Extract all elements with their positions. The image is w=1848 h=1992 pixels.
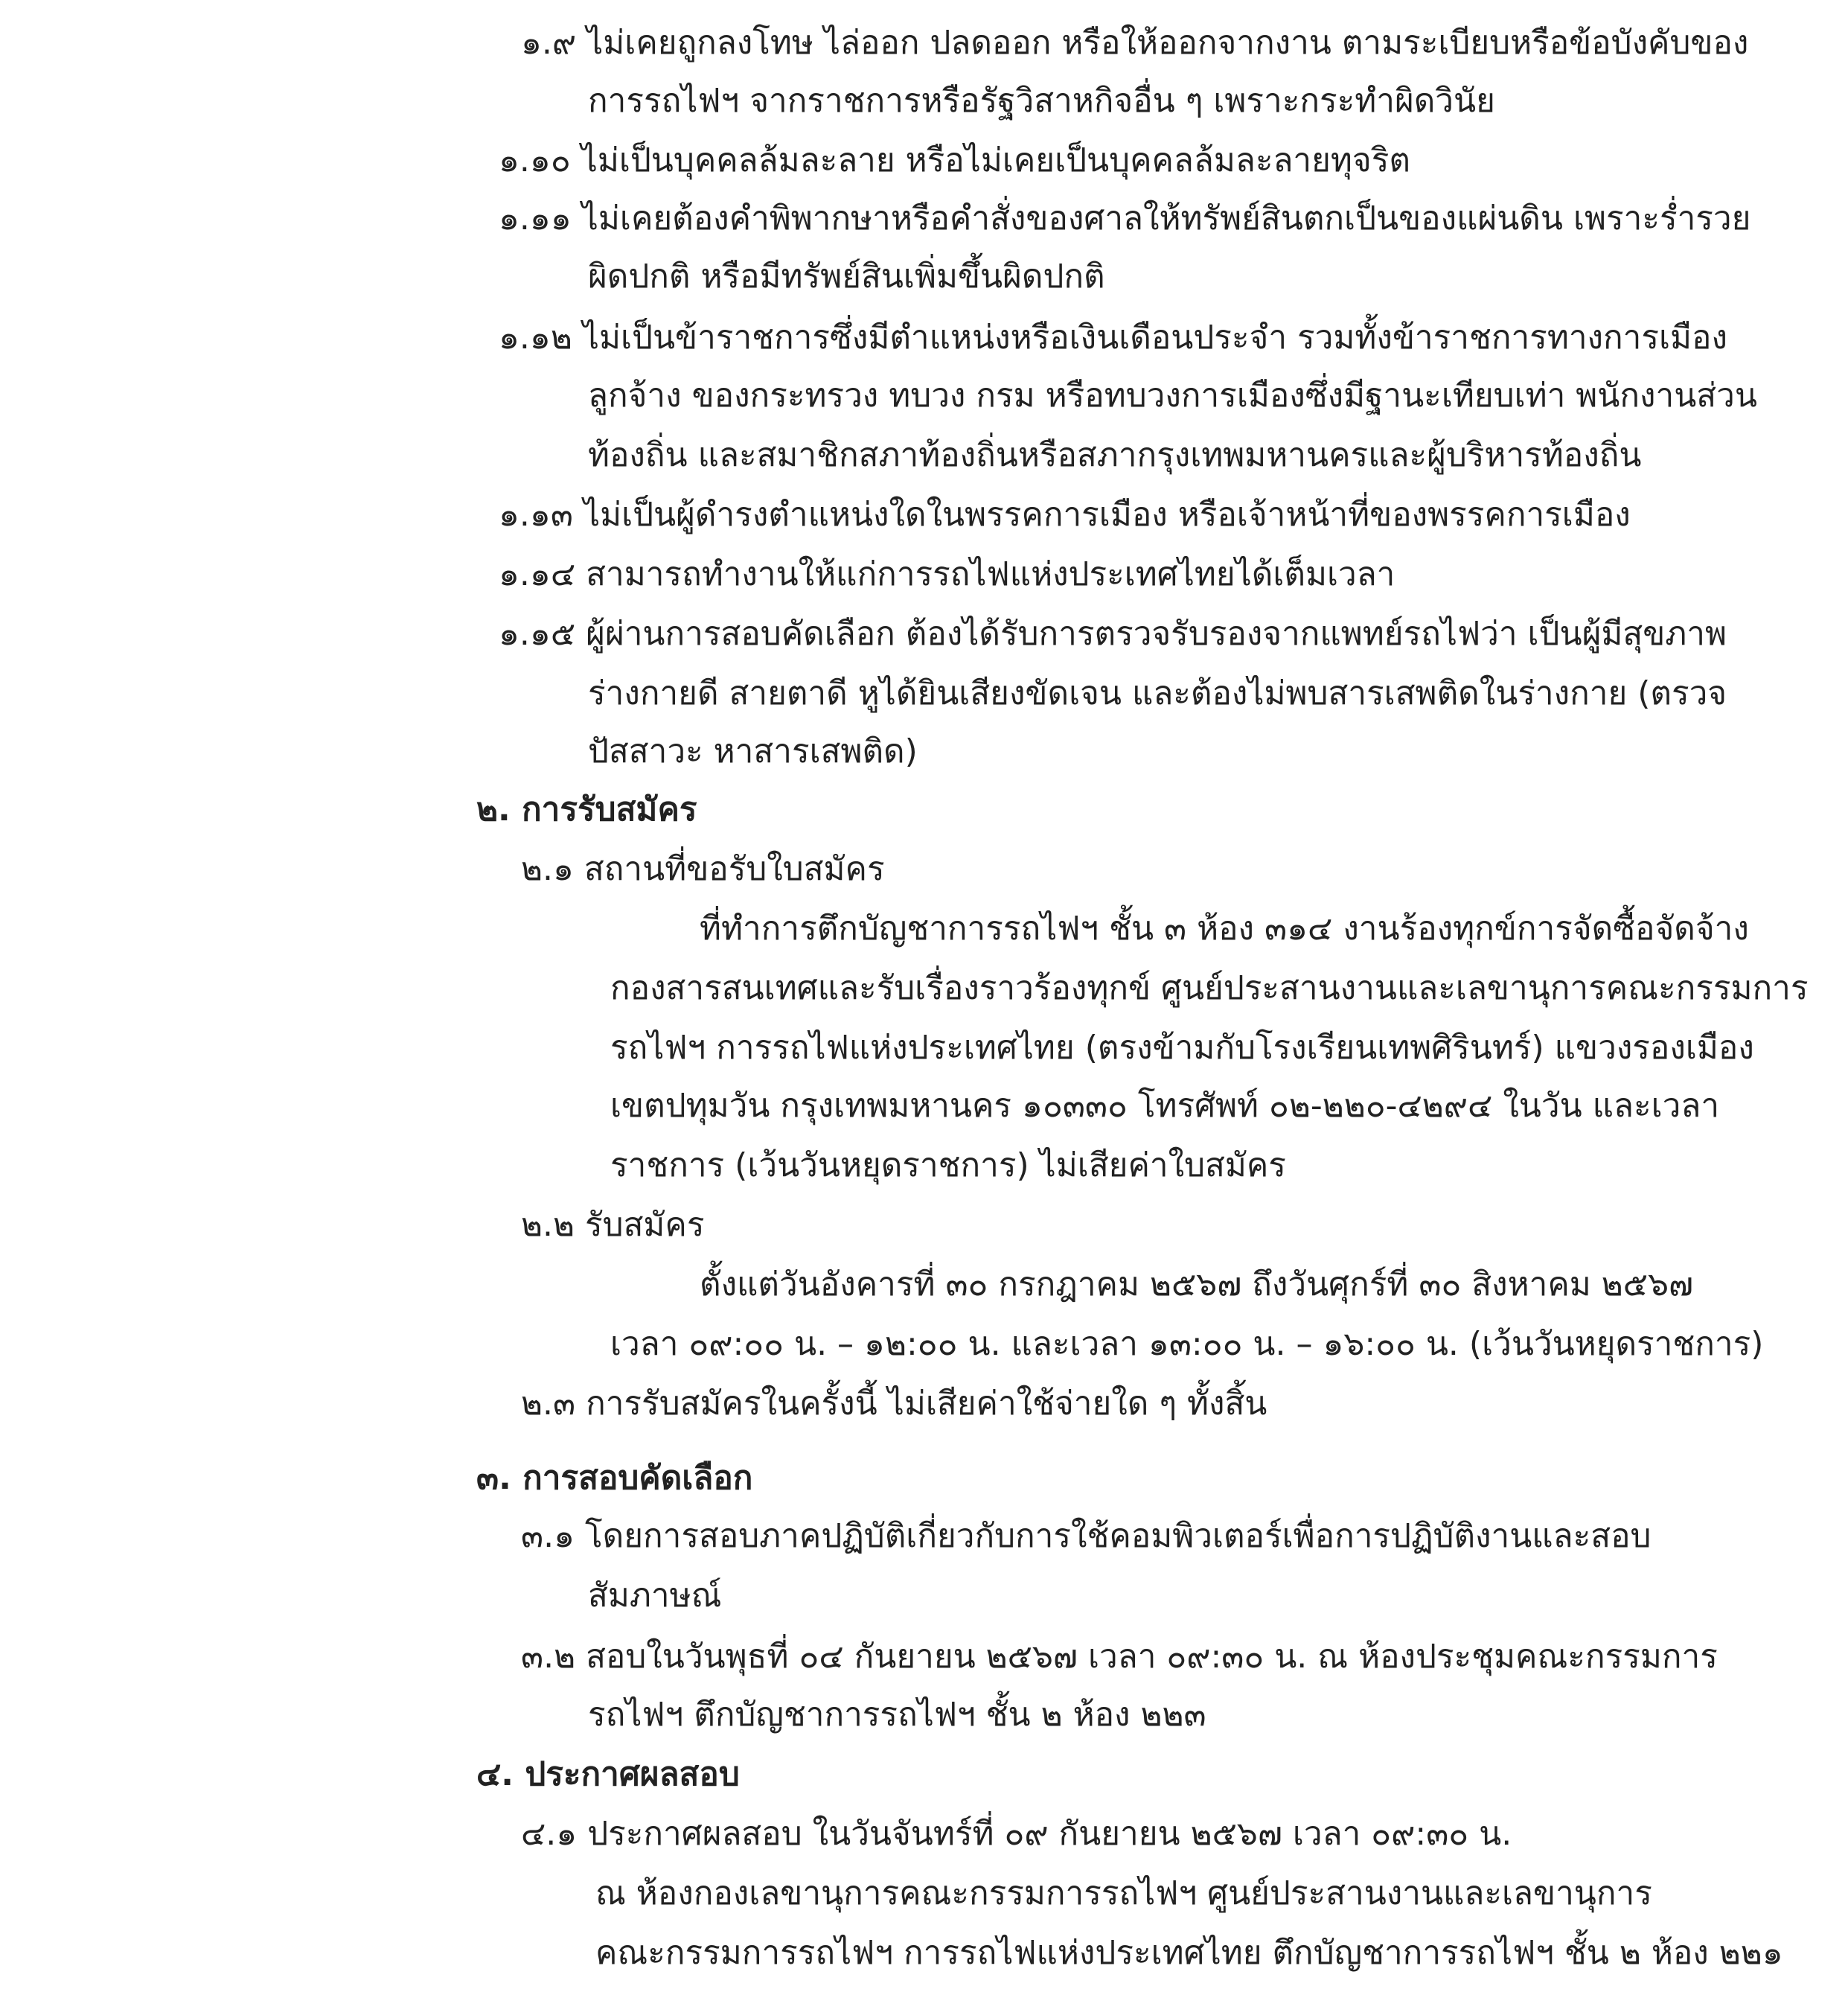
item-number: ๓.๑ [521,1517,575,1555]
paragraph-line: ราชการ (เว้นวันหยุดราชการ) ไม่เสียค่าใบสมัคร [610,1146,1286,1184]
list-item-1-12 [499,316,1727,360]
list-item-1-13 [499,493,1631,537]
item-text: ไม่เป็นผู้ดำรงตำแหน่งใดในพรรคการเมือง หรือเจ้าหน้าที่ของพรรคการเมือง [583,496,1631,534]
paragraph-line: กองสารสนเทศและรับเรื่องราวร้องทุกข์ ศูนย์ประสานงานและเลขานุการคณะกรรมการ [610,969,1809,1007]
item-number: ๑.๑๑ [499,199,572,237]
paragraph-line: ที่ทำการตึกบัญชาการรถไฟฯ ชั้น ๓ ห้อง ๓๑๔ งานร้องทุกข์การจัดซื้อจัดจ้าง [700,910,1749,948]
item-number: ๔.๑ [521,1815,578,1853]
paragraph-line: ณ ห้องกองเลขานุการคณะกรรมการรถไฟฯ ศูนย์ประสานงานและเลขานุการ [595,1874,1652,1912]
section-heading-3: ๓. การสอบคัดเลือก [476,1459,753,1497]
item-number: ๒.๓ [521,1385,576,1423]
section-heading-4: ๔. ประกาศผลสอบ [476,1755,740,1793]
item-number: ๒.๒ [521,1206,575,1244]
list-item-1-15 [499,612,1727,657]
item-number: ๑.๑๐ [499,141,571,179]
item-number: ๑.๑๒ [499,319,572,357]
list-item-3-2 [521,1635,1718,1679]
item-number: ๑.๑๔ [499,555,576,593]
item-number: ๑.๑๓ [499,496,573,534]
list-item-2-2 [521,1203,705,1248]
item-text: ผู้ผ่านการสอบคัดเลือก ต้องได้รับการตรวจรับรองจากแพทย์รถไฟว่า เป็นผู้มีสุขภาพ [586,615,1727,653]
item-text: ประกาศผลสอบ ในวันจันทร์ที่ ๐๙ กันยายน ๒๕๖๗ เวลา ๐๙:๓๐ น. [587,1815,1512,1853]
item-number: ๑.๙ [521,24,577,62]
item-text: ไม่เคยต้องคำพิพากษาหรือคำสั่งของศาลให้ทรัพย์สินตกเป็นของแผ่นดิน เพราะร่ำรวย [581,199,1751,237]
paragraph-line: คณะกรรมการรถไฟฯ การรถไฟแห่งประเทศไทย ตึกบัญชาการรถไฟฯ ชั้น ๒ ห้อง ๒๒๑ [595,1934,1783,1972]
item-number: ๓.๒ [521,1638,576,1676]
item-continuation: การรถไฟฯ จากราชการหรือรัฐวิสาหกิจอื่น ๆ เพราะกระทำผิดวินัย [588,82,1495,120]
list-item-2-1 [521,847,885,892]
list-item-1-9 [521,21,1748,66]
item-continuation: ปัสสาวะ หาสารเสพติด) [588,732,918,770]
item-continuation: รถไฟฯ ตึกบัญชาการรถไฟฯ ชั้น ๒ ห้อง ๒๒๓ [588,1696,1206,1734]
item-text: ไม่เป็นข้าราชการซึ่งมีตำแหน่งหรือเงินเดือนประจำ รวมทั้งข้าราชการทางการเมือง [582,319,1727,357]
paragraph-line: เวลา ๐๙:๐๐ น. – ๑๒:๐๐ น. และเวลา ๑๓:๐๐ น. – ๑๖:๐๐ น. (เว้นวันหยุดราชการ) [610,1325,1764,1363]
item-text: รับสมัคร [585,1206,705,1244]
item-text: สามารถทำงานให้แก่การรถไฟแห่งประเทศไทยได้เต็มเวลา [586,555,1395,593]
item-text: สถานที่ขอรับใบสมัคร [584,850,885,888]
item-text: สอบในวันพุธที่ ๐๔ กันยายน ๒๕๖๗ เวลา ๐๙:๓๐ น. ณ ห้องประชุมคณะกรรมการ [586,1638,1718,1676]
item-continuation: ผิดปกติ หรือมีทรัพย์สินเพิ่มขึ้นผิดปกติ [588,258,1105,296]
item-continuation: ท้องถิ่น และสมาชิกสภาท้องถิ่นหรือสภากรุงเทพมหานครและผู้บริหารท้องถิ่น [588,436,1642,474]
paragraph-line: ตั้งแต่วันอังคารที่ ๓๐ กรกฎาคม ๒๕๖๗ ถึงวันศุกร์ที่ ๓๐ สิงหาคม ๒๕๖๗ [700,1265,1694,1303]
item-number: ๑.๑๕ [499,615,576,653]
list-item-1-14 [499,552,1395,597]
paragraph-line: รถไฟฯ การรถไฟแห่งประเทศไทย (ตรงข้ามกับโรงเรียนเทพศิรินทร์) แขวงรองเมือง [610,1029,1754,1067]
item-text: การรับสมัครในครั้งนี้ ไม่เสียค่าใช้จ่ายใด ๆ ทั้งสิ้น [586,1385,1267,1423]
paragraph-line: เขตปทุมวัน กรุงเทพมหานคร ๑๐๓๓๐ โทรศัพท์ ๐๒-๒๒๐-๔๒๙๔ ในวัน และเวลา [610,1087,1720,1125]
list-item-2-3 [521,1382,1267,1426]
item-continuation: สัมภาษณ์ [588,1577,722,1615]
list-item-3-1 [521,1514,1651,1559]
list-item-1-10 [499,138,1410,183]
item-continuation: ลูกจ้าง ของกระทรวง ทบวง กรม หรือทบวงการเมืองซึ่งมีฐานะเทียบเท่า พนักงานส่วน [588,377,1757,415]
item-text: ไม่เคยถูกลงโทษ ไล่ออก ปลดออก หรือให้ออกจากงาน ตามระเบียบหรือข้อบังคับของ [586,24,1749,62]
item-continuation: ร่างกายดี สายตาดี หูได้ยินเสียงขัดเจน และต้องไม่พบสารเสพติดในร่างกาย (ตรวจ [588,674,1727,712]
item-text: โดยการสอบภาคปฏิบัติเกี่ยวกับการใช้คอมพิวเตอร์เพื่อการปฏิบัติงานและสอบ [585,1517,1652,1555]
section-heading-2: ๒. การรับสมัคร [476,791,697,829]
list-item-1-11 [499,197,1751,241]
item-text: ไม่เป็นบุคคลล้มละลาย หรือไม่เคยเป็นบุคคลล้มละลายทุจริต [581,141,1410,179]
item-number: ๒.๑ [521,850,574,888]
list-item-4-1 [521,1812,1512,1857]
